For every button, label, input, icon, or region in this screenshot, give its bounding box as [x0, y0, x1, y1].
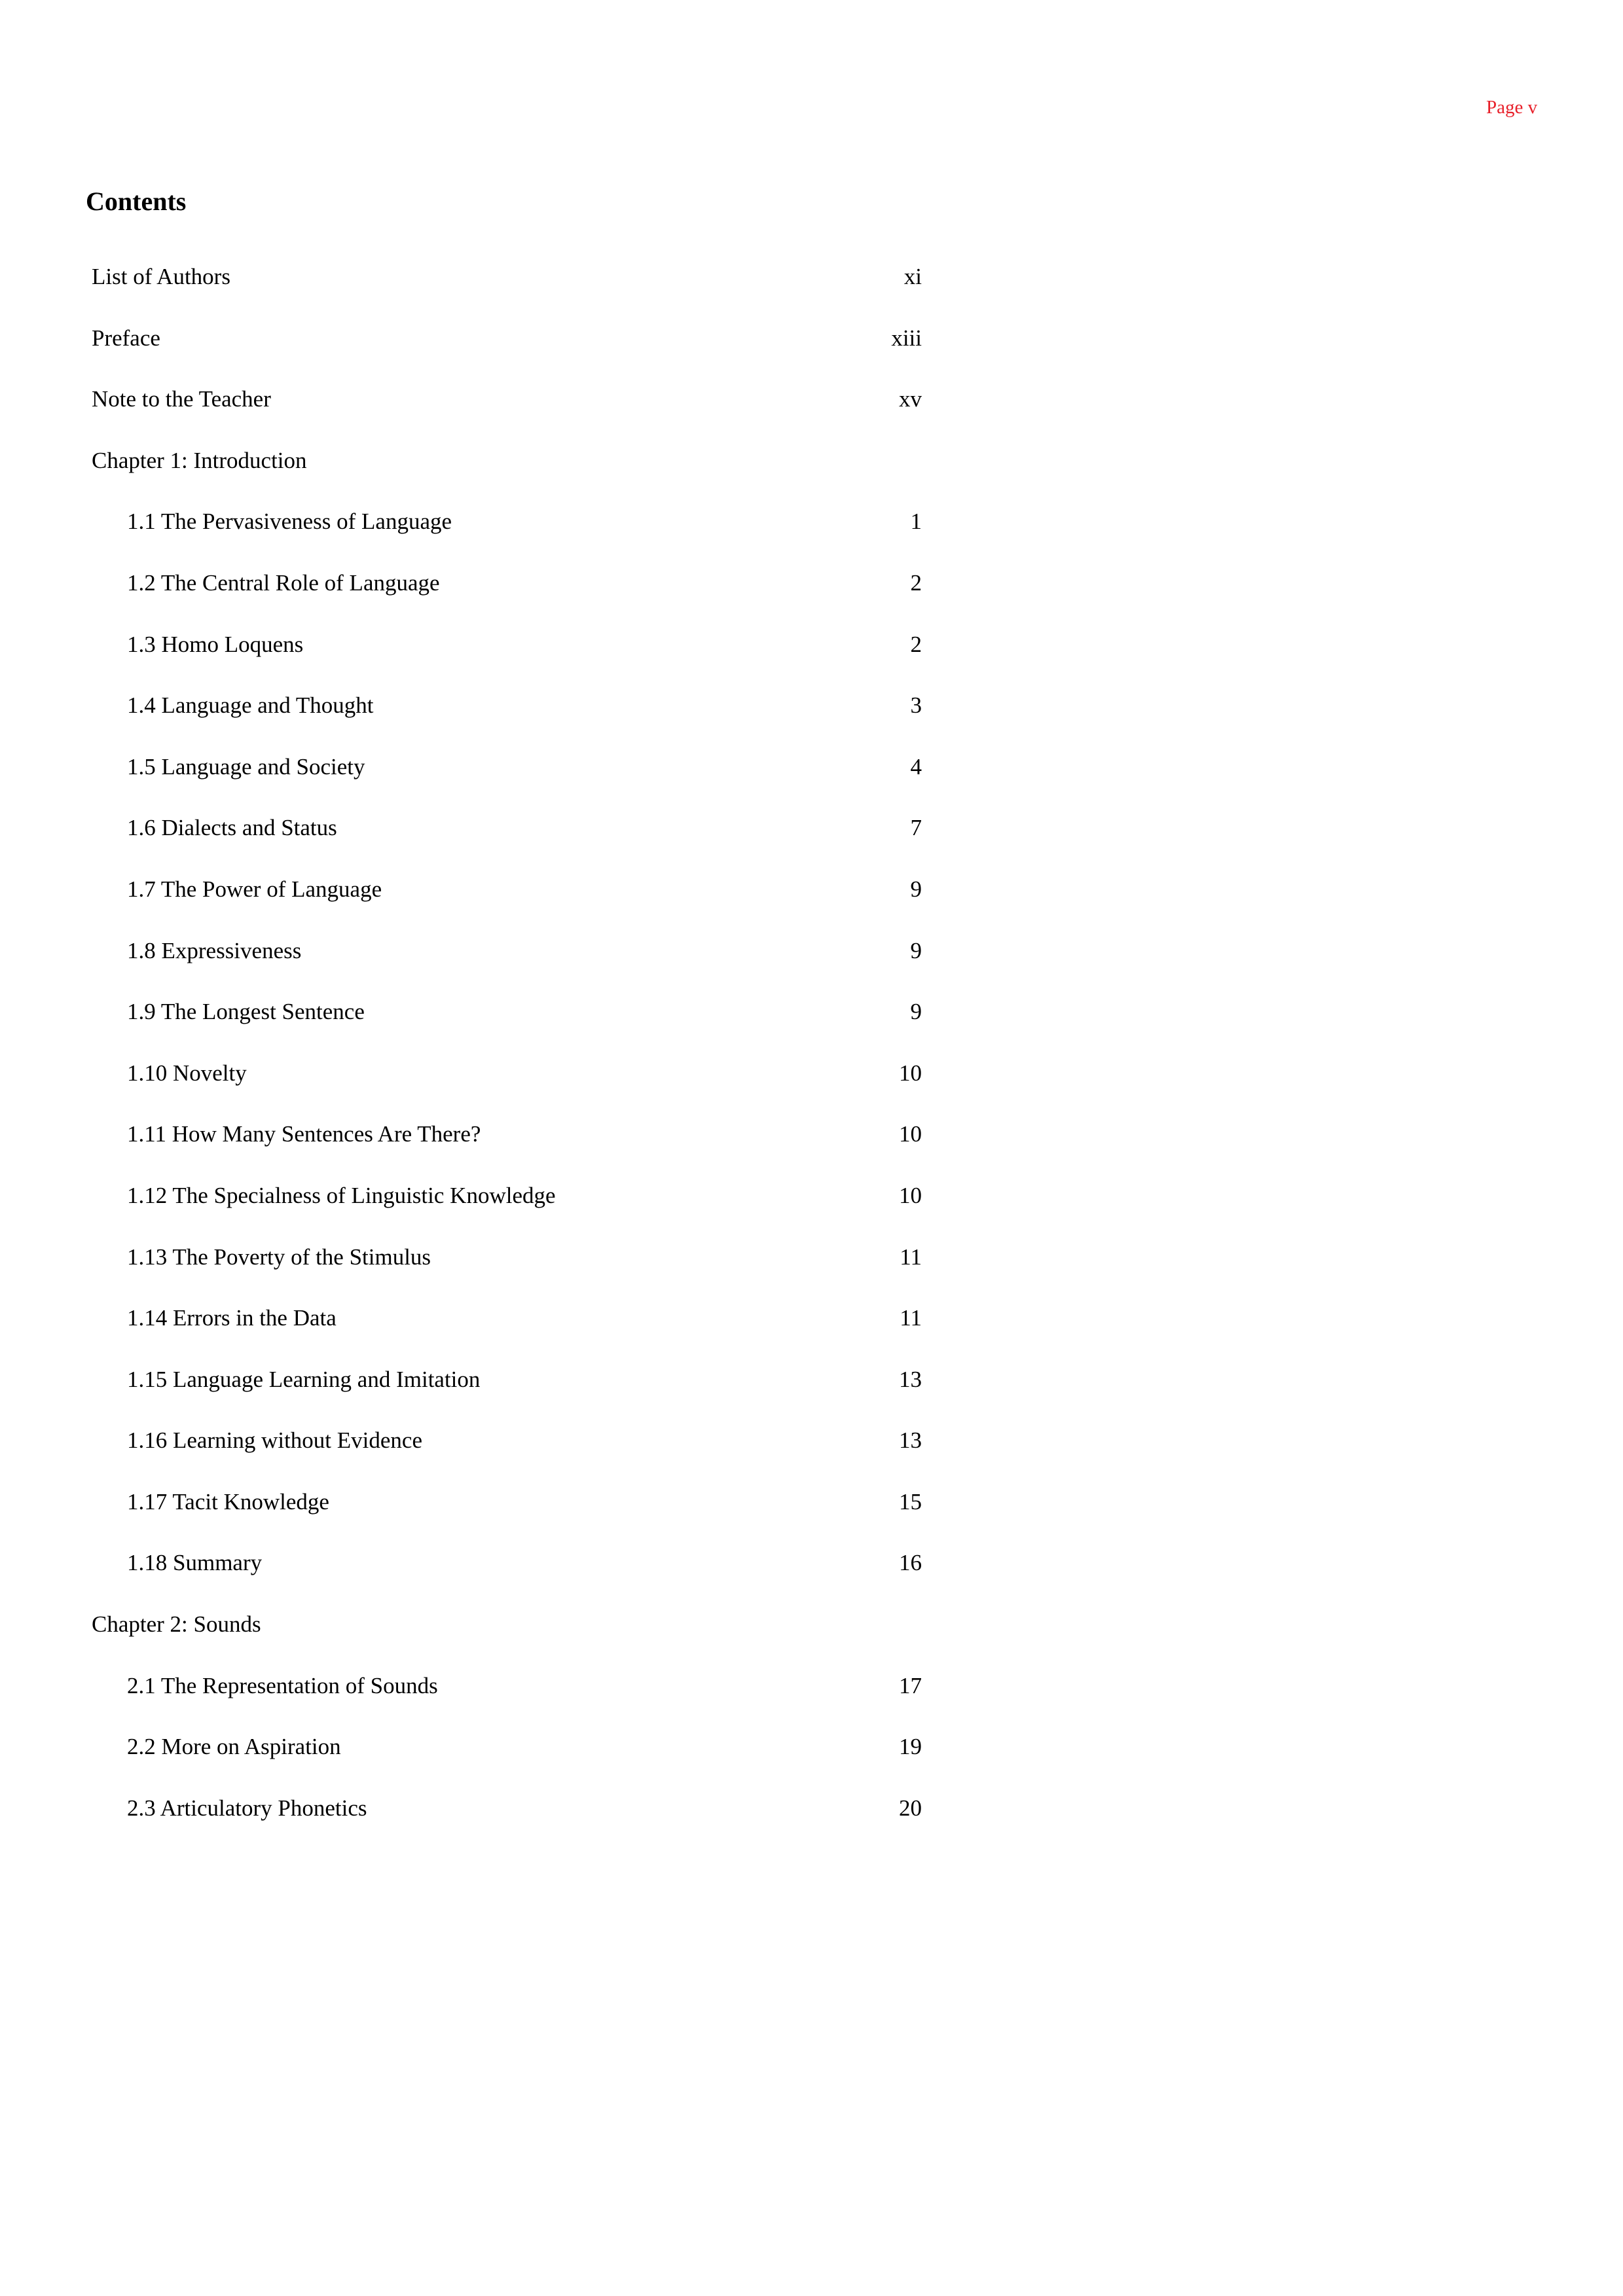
toc-entry[interactable]: [92, 382, 922, 444]
toc-entry-page-number: 9: [910, 999, 922, 1025]
toc-entry-page-number: 4: [910, 753, 922, 780]
toc-entry-page-number: 3: [910, 692, 922, 719]
toc-entry-page-number: 16: [899, 1550, 922, 1576]
toc-entry-page-number: xv: [899, 386, 922, 412]
toc-section-entry[interactable]: [92, 1363, 922, 1424]
toc-entry-page-number: 10: [899, 1060, 922, 1086]
toc-entry-page-number: 15: [899, 1488, 922, 1515]
toc-section-entry[interactable]: [92, 995, 922, 1056]
toc-entry-title: 1.16 Learning without Evidence: [127, 1427, 422, 1454]
toc-entry-page-number: 9: [910, 876, 922, 902]
toc-section-entry[interactable]: [92, 1730, 922, 1791]
toc-section-entry[interactable]: [92, 750, 922, 812]
toc-section-entry[interactable]: [92, 1791, 922, 1853]
toc-entry-title: 1.7 The Power of Language: [127, 876, 382, 902]
toc-section-entry[interactable]: [92, 1117, 922, 1179]
toc-entry-title: 1.10 Novelty: [127, 1060, 247, 1086]
toc-entry[interactable]: [92, 444, 922, 505]
toc-section-entry[interactable]: [92, 1240, 922, 1302]
toc-entry-page-number: 11: [900, 1244, 922, 1270]
toc-entry-page-number: 20: [899, 1795, 922, 1821]
page-number-label: Page v: [1486, 97, 1538, 118]
toc-entry-title: 1.3 Homo Loquens: [127, 631, 304, 657]
table-of-contents: [92, 260, 922, 1852]
toc-entry-title: 1.17 Tacit Knowledge: [127, 1488, 329, 1515]
toc-section-entry[interactable]: [92, 1179, 922, 1240]
toc-entry-title: 2.3 Articulatory Phonetics: [127, 1795, 367, 1821]
toc-section-entry[interactable]: [92, 1669, 922, 1731]
toc-section-entry[interactable]: [92, 1056, 922, 1118]
toc-section-entry[interactable]: [92, 628, 922, 689]
toc-entry-page-number: 13: [899, 1427, 922, 1454]
toc-entry-title: 1.9 The Longest Sentence: [127, 999, 365, 1025]
toc-entry-title: 1.15 Language Learning and Imitation: [127, 1366, 481, 1392]
toc-entry-title: 1.6 Dialects and Status: [127, 815, 337, 841]
toc-entry-page-number: 11: [900, 1305, 922, 1331]
toc-entry-title: 1.5 Language and Society: [127, 753, 365, 780]
toc-entry-title: 1.8 Expressiveness: [127, 937, 302, 963]
toc-entry-page-number: 2: [910, 569, 922, 596]
toc-entry-page-number: 2: [910, 631, 922, 657]
toc-entry-title: 1.18 Summary: [127, 1550, 263, 1576]
toc-entry-page-number: xiii: [891, 325, 922, 351]
toc-entry-title: 1.2 The Central Role of Language: [127, 569, 440, 596]
toc-entry-title: List of Authors: [92, 264, 230, 289]
toc-entry-page-number: 10: [899, 1121, 922, 1147]
page-title: Contents: [86, 187, 187, 216]
toc-entry-title: 1.12 The Specialness of Linguistic Knowledge: [127, 1182, 556, 1208]
toc-section-entry[interactable]: [92, 566, 922, 628]
toc-section-entry[interactable]: [92, 934, 922, 996]
toc-section-entry[interactable]: [92, 1301, 922, 1363]
toc-entry-title: 1.11 How Many Sentences Are There?: [127, 1121, 481, 1147]
toc-entry-title: Preface: [92, 325, 160, 351]
toc-section-entry[interactable]: [92, 505, 922, 566]
toc-entry-page-number: 7: [910, 815, 922, 841]
toc-section-entry[interactable]: [92, 1485, 922, 1547]
toc-section-entry[interactable]: [92, 1546, 922, 1607]
toc-entry-title: 1.1 The Pervasiveness of Language: [127, 509, 452, 535]
toc-entry-title: 2.2 More on Aspiration: [127, 1734, 341, 1760]
toc-entry-title: 1.4 Language and Thought: [127, 692, 374, 719]
toc-entry-title: 1.14 Errors in the Data: [127, 1305, 337, 1331]
toc-entry-page-number: 13: [899, 1366, 922, 1392]
toc-entry[interactable]: [92, 321, 922, 383]
toc-entry-page-number: 9: [910, 937, 922, 963]
toc-entry[interactable]: [92, 260, 922, 321]
toc-entry-page-number: 10: [899, 1182, 922, 1208]
toc-section-entry[interactable]: [92, 872, 922, 934]
toc-section-entry[interactable]: [92, 689, 922, 750]
toc-entry[interactable]: [92, 1607, 922, 1669]
toc-entry-title: Note to the Teacher: [92, 386, 271, 412]
toc-entry-title: 2.1 The Representation of Sounds: [127, 1672, 438, 1698]
toc-section-entry[interactable]: [92, 811, 922, 872]
toc-section-entry[interactable]: [92, 1424, 922, 1485]
toc-entry-page-number: 19: [899, 1734, 922, 1760]
toc-entry-title: Chapter 1: Introduction: [92, 447, 307, 473]
toc-entry-title: Chapter 2: Sounds: [92, 1611, 261, 1638]
toc-entry-page-number: xi: [903, 264, 922, 289]
toc-entry-page-number: 17: [899, 1672, 922, 1698]
toc-entry-title: 1.13 The Poverty of the Stimulus: [127, 1244, 431, 1270]
toc-entry-page-number: 1: [910, 509, 922, 535]
